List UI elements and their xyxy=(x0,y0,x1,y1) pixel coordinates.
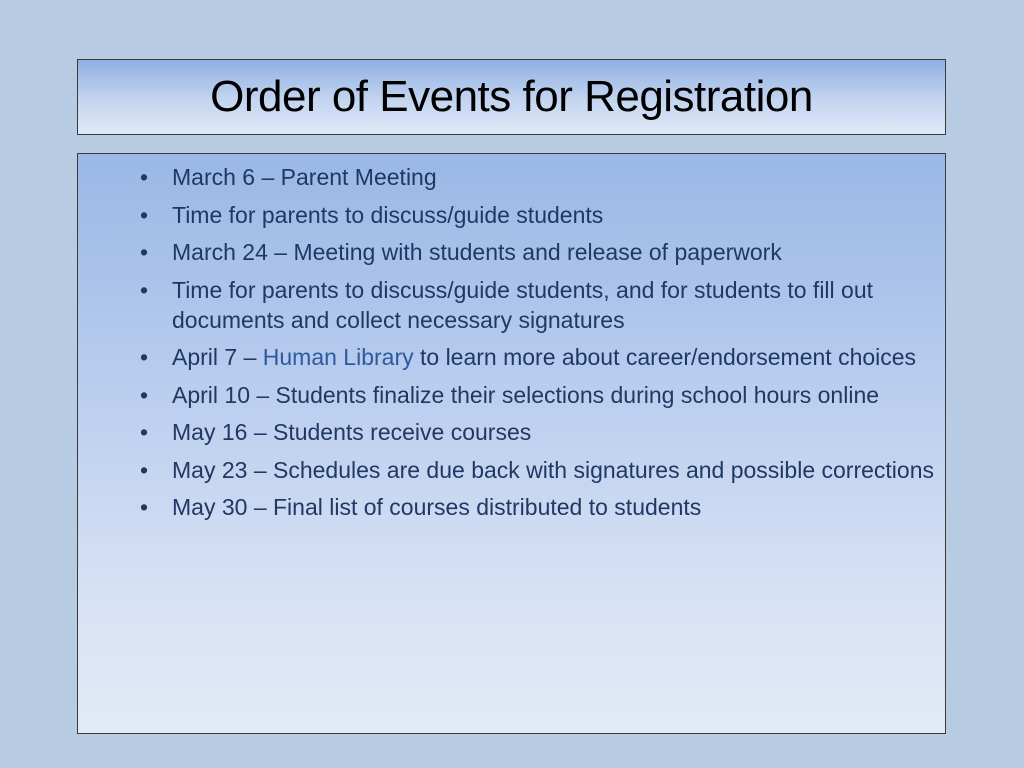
list-item xyxy=(138,200,938,230)
item-text-pre: April 7 – xyxy=(172,344,263,370)
list-item xyxy=(138,417,938,447)
list-item xyxy=(138,492,938,522)
list-item xyxy=(138,455,938,485)
bullet-list xyxy=(138,162,938,530)
item-text-post: to learn more about career/endorsement choices xyxy=(413,344,917,370)
bullet-icon: • xyxy=(140,239,149,265)
bullet-icon: • xyxy=(140,276,149,303)
bullet-icon: • xyxy=(140,164,149,190)
item-text: March 24 – Meeting with students and release of paperwork xyxy=(172,239,782,265)
item-text: May 30 – Final list of courses distributed to students xyxy=(172,494,702,520)
bullet-icon: • xyxy=(140,456,149,483)
item-text: Time for parents to discuss/guide students xyxy=(172,201,604,228)
list-item xyxy=(138,380,938,410)
list-item xyxy=(138,275,938,335)
human-library-link[interactable]: Human Library xyxy=(262,344,414,370)
item-text: May 23 – Schedules are due back with signatures and possible corrections xyxy=(172,456,934,483)
list-item xyxy=(138,162,938,192)
bullet-icon: • xyxy=(140,419,149,445)
item-text: May 16 – Students receive courses xyxy=(172,419,532,445)
bullet-icon: • xyxy=(140,381,149,408)
slide-title: Order of Events for Registration xyxy=(210,72,813,121)
list-item xyxy=(138,237,938,267)
item-text: March 6 – Parent Meeting xyxy=(172,164,437,190)
bullet-icon: • xyxy=(140,344,149,370)
item-text: April 10 – Students finalize their selections during school hours online xyxy=(172,381,880,408)
title-box xyxy=(77,59,946,135)
item-text: Time for parents to discuss/guide students, and for students to fill out documents and collect necessary signatures xyxy=(172,276,874,333)
bullet-icon: • xyxy=(140,201,149,228)
bullet-icon: • xyxy=(140,494,149,520)
content-box xyxy=(77,153,946,734)
list-item xyxy=(138,342,938,372)
